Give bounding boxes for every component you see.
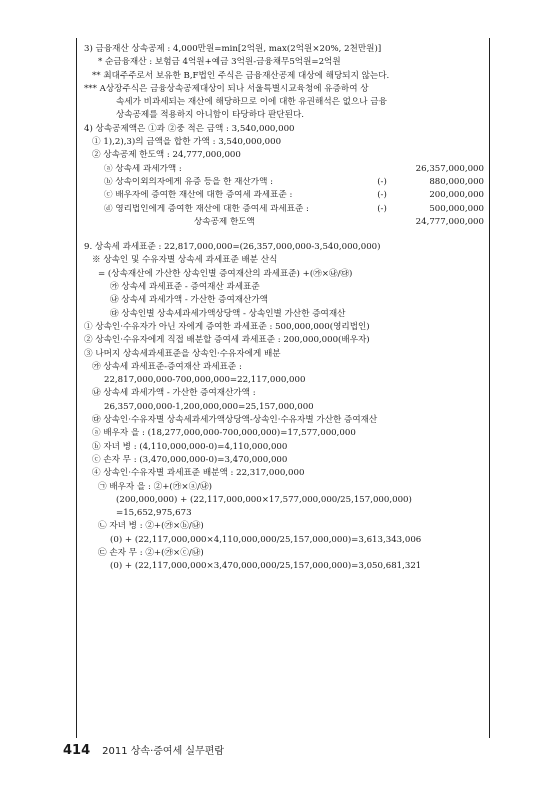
- text-line: ㉯ 상속세 과세가액 - 가산한 증여재산가액 :: [92, 388, 256, 399]
- text-line: ① 1),2),3)의 금액을 합한 가액 : 3,540,000,000: [92, 137, 282, 148]
- limit-row-label: ⓑ 상속이외의자에게 유증 등을 한 재산가액 :: [104, 176, 274, 187]
- text-line: ㉰ 상속인별 상속세과세가액상당액 - 상속인별 가산한 증여재산: [110, 308, 346, 319]
- text-line: =15,652,975,673: [116, 508, 192, 519]
- text-line: ㉠ 배우자 을 : ②+(㉮×ⓐ/㉯): [98, 481, 212, 492]
- limit-row-amount: 500,000,000: [429, 203, 484, 214]
- limit-row-sign: [372, 217, 392, 230]
- text-line: ※ 상속인 및 수유자별 상속세 과세표준 배분 산식: [92, 255, 278, 266]
- right-rule: [489, 38, 490, 738]
- text-line: ㉡ 자녀 병 : ②+(㉮×ⓑ/㉯): [98, 521, 204, 532]
- limit-row-label: ⓒ 배우자에 증여한 재산에 대한 증여세 과세표준 :: [104, 190, 293, 201]
- text-line: ㉰ 상속인·수유자별 상속세과세가액상당액-상속인·수유자별 가산한 증여재산: [92, 415, 378, 426]
- limit-row-amount: 200,000,000: [429, 190, 484, 201]
- limit-total-row: [84, 217, 484, 230]
- text-line: 상속공제를 적용하지 아니함이 타당하다 판단된다.: [116, 110, 304, 121]
- limit-row: [84, 164, 484, 177]
- text-line: (0) + (22,117,000,000×3,470,000,000/25,157,000,000)=3,050,681,321: [110, 561, 422, 572]
- limit-row-label: ⓐ 상속세 과세가액 :: [104, 163, 182, 174]
- text-line: = (상속재산에 가산한 상속인별 증여재산의 과세표준) +(㉮×㉯/㉰): [98, 268, 353, 279]
- limit-row: [84, 177, 484, 190]
- limit-row-label: ⓓ 영리법인에게 증여한 재산에 대한 증여세 과세표준 :: [104, 203, 309, 214]
- text-line: ⓒ 손자 무 : (3,470,000,000-0)=3,470,000,000: [92, 454, 288, 465]
- text-line: 22,817,000,000-700,000,000=22,117,000,000: [104, 375, 306, 386]
- text-line: ⓑ 자녀 병 : (4,110,000,000-0)=4,110,000,000: [92, 441, 288, 452]
- text-line: ② 상속인·수유자에게 직접 배분할 증여세 과세표준 : 200,000,000(배우자): [84, 335, 370, 346]
- text-line: ㉢ 손자 무 : ②+(㉮×ⓒ/㉯): [98, 547, 204, 558]
- page-footer: [63, 742, 224, 758]
- text-line: ㉮ 상속세 과세표준-증여재산 과세표준 :: [92, 361, 242, 372]
- text-line: (0) + (22,117,000,000×4,110,000,000/25,157,000,000)=3,613,343,006: [110, 534, 422, 545]
- page-body: [84, 44, 484, 575]
- book-title: 2011 상속·증여세 실무편람: [102, 746, 225, 757]
- limit-row-amount: 26,357,000,000: [415, 163, 484, 174]
- text-line: 3) 금융재산 상속공제 : 4,000만원=min[2억원, max(2억원×20%, 2천만원)]: [84, 44, 382, 54]
- text-line: * 순금융재산 : 보험금 4억원+예금 3억원-금융채무5억원=2억원: [98, 57, 341, 68]
- text-line: 9. 상속세 과세표준 : 22,817,000,000=(26,357,000,000-3,540,000,000): [84, 242, 381, 253]
- limit-row-amount: 24,777,000,000: [415, 216, 484, 227]
- text-line: ② 상속공제 한도액 : 24,777,000,000: [92, 150, 241, 161]
- text-line: ** 최대주주로서 보유한 B,F법인 주식은 금융재산공제 대상에 해당되지 않는다.: [92, 70, 390, 81]
- page-number: 414: [63, 743, 91, 758]
- left-rule: [76, 38, 77, 738]
- limit-row: [84, 204, 484, 217]
- text-line: ① 상속인·수유자가 아닌 자에게 증여한 과세표준 : 500,000,000(영리법인): [84, 321, 370, 332]
- text-line: ⓐ 배우자 을 : (18,277,000,000-700,000,000)=17,577,000,000: [92, 428, 356, 439]
- limit-row-label: 상속공제 한도액: [194, 216, 255, 227]
- text-line: *** A상장주식은 금융상속공제대상이 되나 서울특별시교육청에 유증하여 상: [84, 83, 369, 94]
- text-line: ㉮ 상속세 과세표준 - 증여재산 과세표준: [110, 282, 260, 293]
- text-line: ㉯ 상속세 과세가액 - 가산한 증여재산가액: [110, 295, 268, 306]
- limit-row: [84, 190, 484, 203]
- text-line: 4) 상속공제액은 ①과 ②중 적은 금액 : 3,540,000,000: [84, 123, 295, 134]
- limit-row-sign: (-): [377, 203, 387, 214]
- limit-row-amount: 880,000,000: [429, 176, 484, 187]
- text-line: ③ 나머지 상속세과세표준을 상속인·수유자에게 배분: [84, 348, 281, 359]
- limit-row-sign: (-): [377, 176, 387, 187]
- text-line: ④ 상속인·수유자별 과세표준 배분액 : 22,317,000,000: [92, 468, 305, 479]
- text-line: 26,357,000,000-1,200,000,000=25,157,000,000: [104, 401, 314, 412]
- text-line: 속세가 비과세되는 재산에 해당하므로 이에 대한 유권해석은 없으나 금융: [116, 97, 387, 108]
- limit-row-sign: (-): [377, 190, 387, 201]
- text-line: (200,000,000) + (22,117,000,000×17,577,000,000/25,157,000,000): [116, 494, 412, 505]
- limit-row-sign: [372, 164, 392, 177]
